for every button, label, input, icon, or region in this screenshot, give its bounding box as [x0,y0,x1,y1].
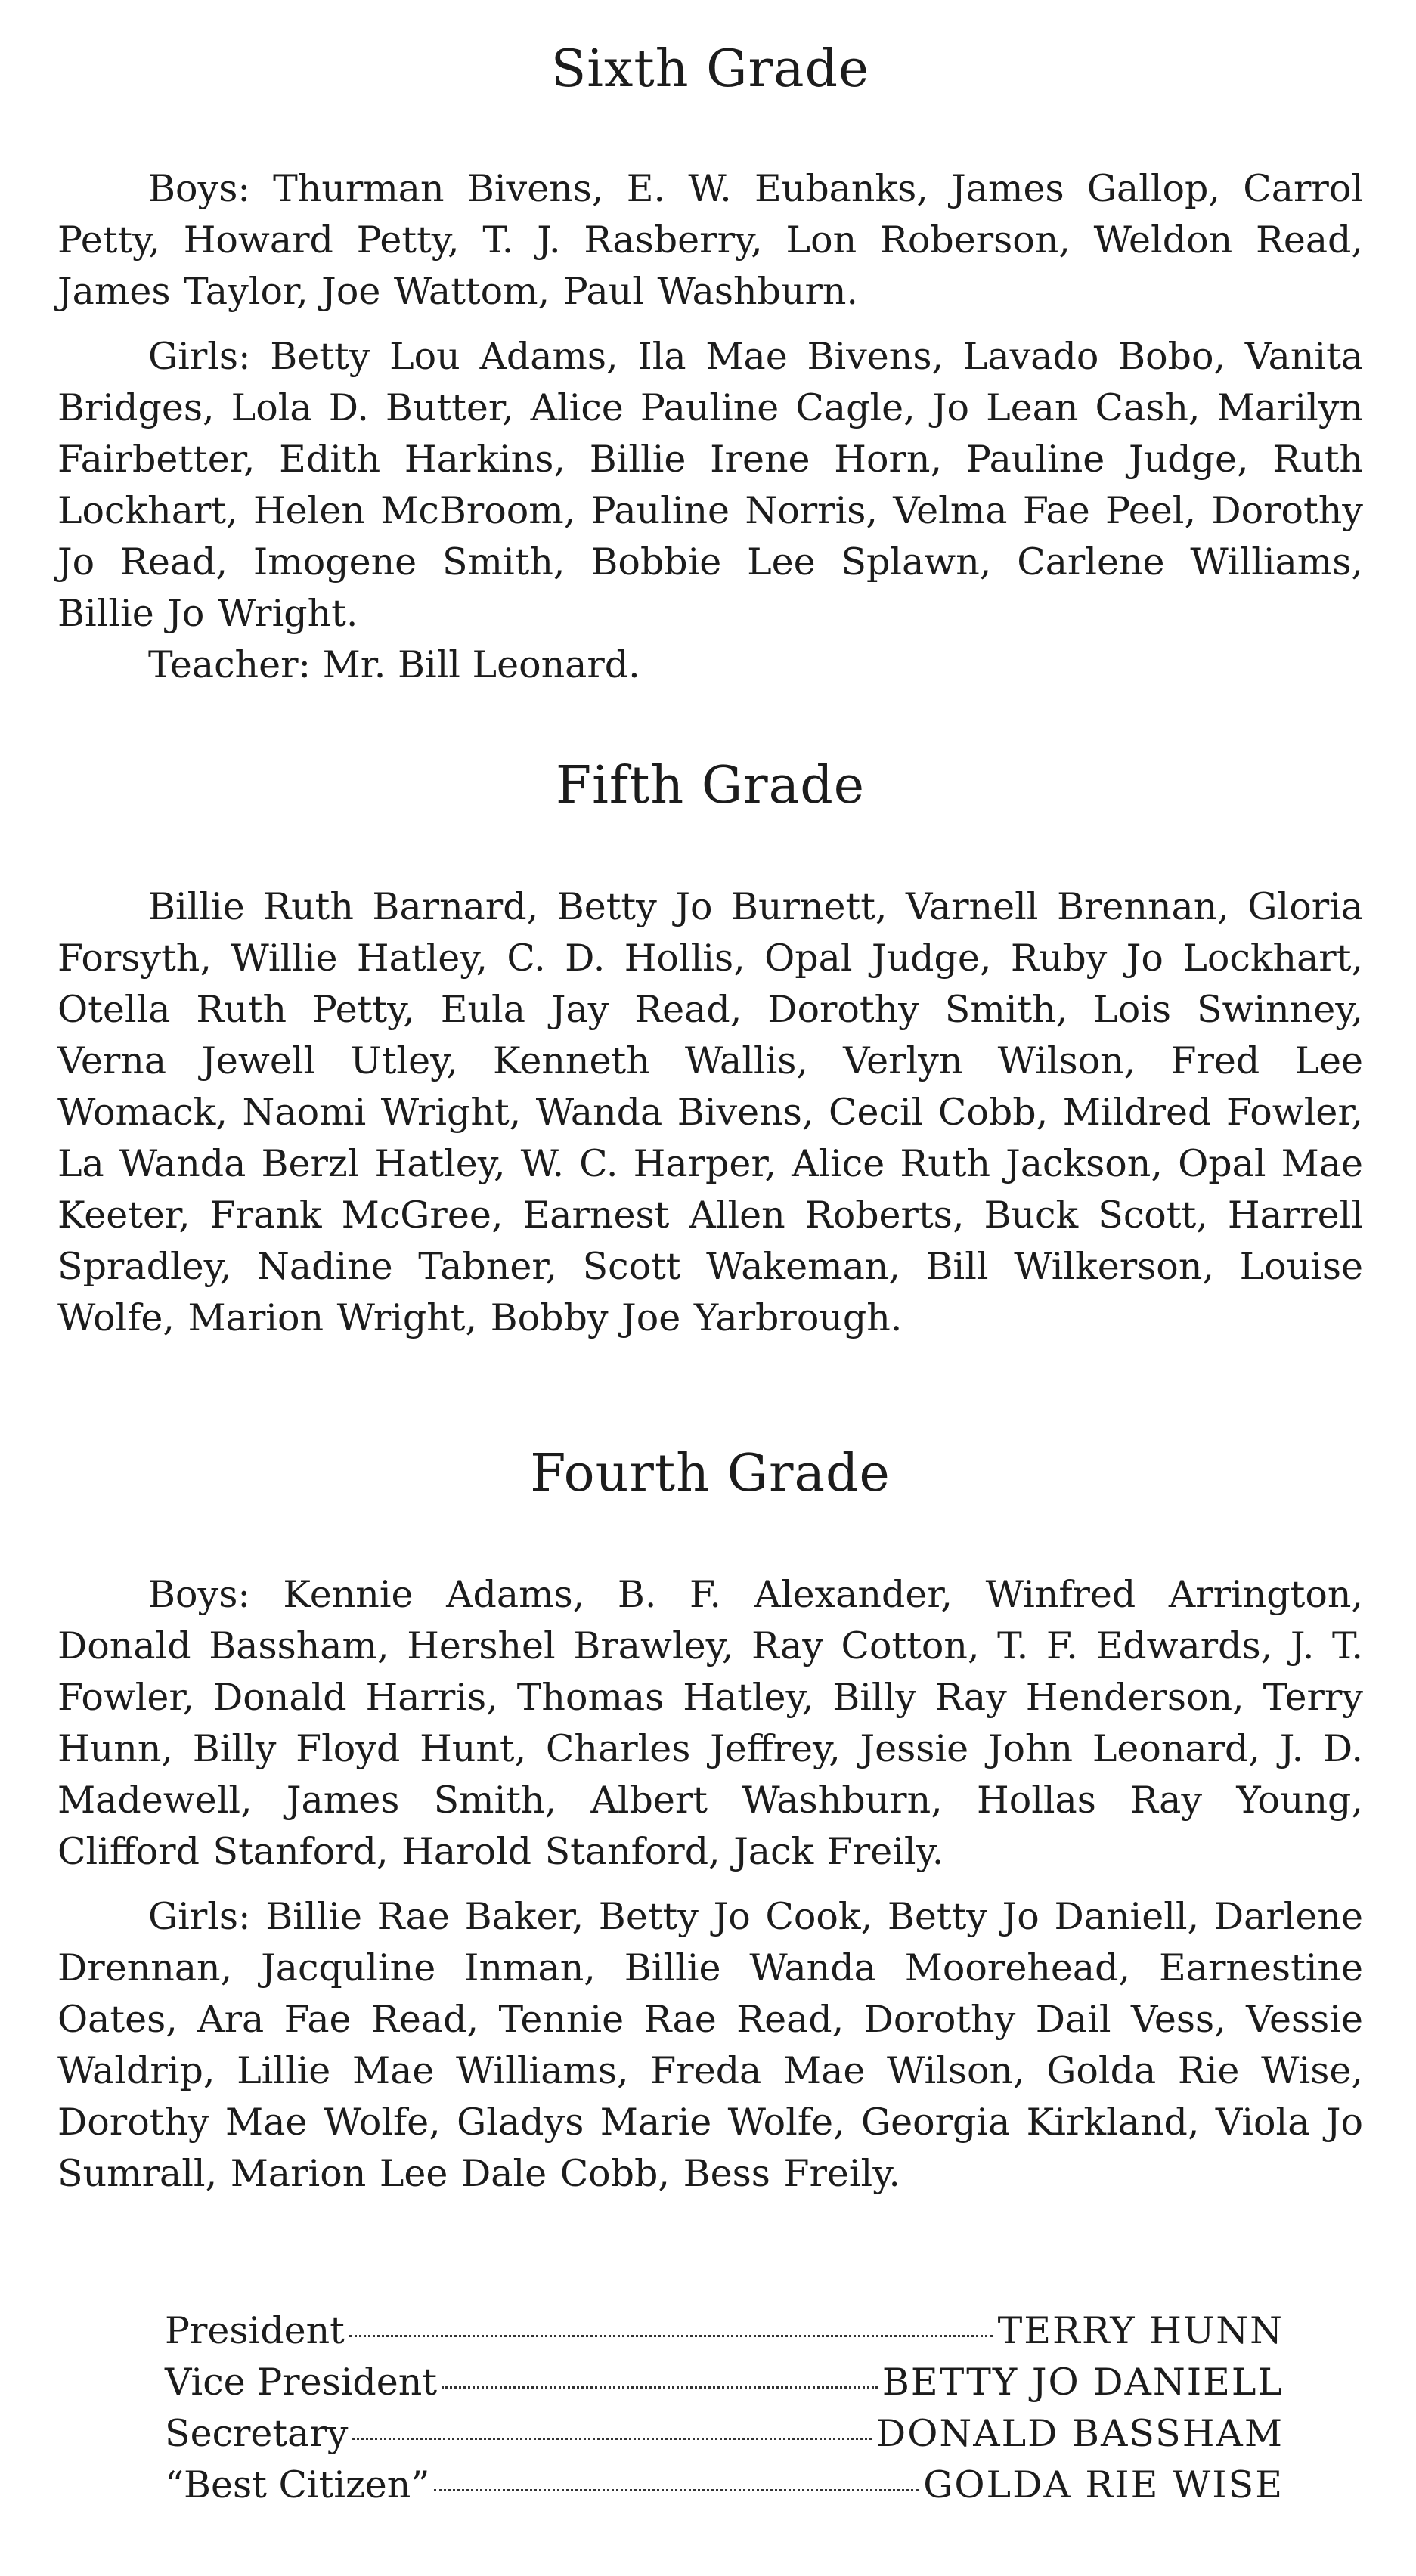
dot-leader [442,2386,878,2389]
fourth-grade-boys: Boys: Kennie Adams, B. F. Alexander, Winfred Arrington, Donald Bassham, Hershel Brawley, Ray Cotton, T. F. Edwards, J. T. Fowler, Donald Harris, Thomas Hatley, Billy Ray Henderson, Terry Hunn, Billy Floyd Hunt, Charles Jeffrey, Jessie John Leonard, J. D. Madewell, James Smith, Albert Washburn, Hollas Ray Young, Clifford Stanford, Harold Stanford, Jack Freily. [57,1573,1363,1873]
sixth-grade-boys: Boys: Thurman Bivens, E. W. Eubanks, James Gallop, Carrol Petty, Howard Petty, T. J. Rasberry, Lon Roberson, Weldon Read, James Taylor, Joe Wattom, Paul Washburn. [57,167,1363,313]
officer-row-vice-president [165,2357,1284,2408]
officer-name: GOLDA RIE WISE [923,2463,1284,2506]
officer-row-secretary [165,2408,1284,2460]
sixth-grade-teacher: Teacher: Mr. Bill Leonard. [148,643,640,686]
sixth-grade-title: Sixth Grade [550,39,870,99]
fifth-grade-section [57,756,1363,1344]
dot-leader [434,2489,919,2491]
officer-name: BETTY JO DANIELL [882,2361,1284,2404]
fourth-grade-title: Fourth Grade [530,1444,891,1503]
sixth-grade-girls: Girls: Betty Lou Adams, Ila Mae Bivens, Lavado Bobo, Vanita Bridges, Lola D. Butter, Alice Pauline Cagle, Jo Lean Cash, Marilyn Fairbetter, Edith Harkins, Billie Irene Horn, Pauline Judge, Ruth Lockhart, Helen McBroom, Pauline Norris, Velma Fae Peel, Dorothy Jo Read, Imogene Smith, Bobbie Lee Splawn, Carlene Williams, Billie Jo Wright. [57,335,1363,635]
officer-name: TERRY HUNN [997,2309,1284,2352]
fifth-grade-students: Billie Ruth Barnard, Betty Jo Burnett, Varnell Brennan, Gloria Forsyth, Willie Hatley, C. D. Hollis, Opal Judge, Ruby Jo Lockhart, Otella Ruth Petty, Eula Jay Read, Dorothy Smith, Lois Swinney, Verna Jewell Utley, Kenneth Wallis, Verlyn Wilson, Fred Lee Womack, Naomi Wright, Wanda Bivens, Cecil Cobb, Mildred Fowler, La Wanda Berzl Hatley, W. C. Harper, Alice Ruth Jackson, Opal Mae Keeter, Frank McGree, Earnest Allen Roberts, Buck Scott, Harrell Spradley, Nadine Tabner, Scott Wakeman, Bill Wilkerson, Louise Wolfe, Marion Wright, Bobby Joe Yarbrough. [57,885,1363,1339]
fourth-grade-girls: Girls: Billie Rae Baker, Betty Jo Cook, Betty Jo Daniell, Darlene Drennan, Jacquline Inman, Billie Wanda Moorehead, Earnestine Oates, Ara Fae Read, Tennie Rae Read, Dorothy Dail Vess, Vessie Waldrip, Lillie Mae Williams, Freda Mae Wilson, Golda Rie Wise, Dorothy Mae Wolfe, Gladys Marie Wolfe, Georgia Kirkland, Viola Jo Sumrall, Marion Lee Dale Cobb, Bess Freily. [57,1895,1363,2195]
fifth-grade-title: Fifth Grade [556,756,865,816]
officer-title: Vice President [165,2361,438,2404]
class-officers-list [165,2305,1284,2511]
officer-title: President [165,2309,345,2352]
officer-name: DONALD BASSHAM [875,2412,1284,2455]
sixth-grade-section [57,39,1363,691]
dot-leader [352,2438,871,2440]
dot-leader [349,2335,993,2337]
officer-title: Secretary [165,2412,349,2455]
officer-row-best-citizen [165,2460,1284,2511]
fourth-grade-section [57,1444,1363,2200]
officer-title: “Best Citizen” [165,2463,430,2506]
officer-row-president [165,2305,1284,2357]
